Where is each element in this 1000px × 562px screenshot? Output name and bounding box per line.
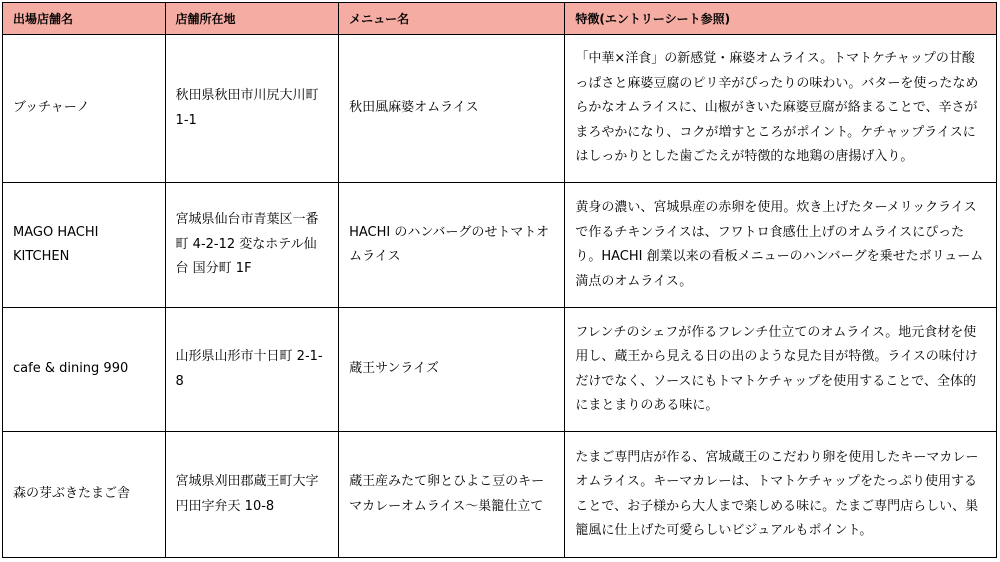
shop-name-cell: 森の芽ぶきたまご舎 xyxy=(3,432,166,558)
feature-cell: 黄身の濃い、宮城県産の赤卵を使用。炊き上げたターメリックライスで作るチキンライスは、フワトロ食感仕上げのオムライスにぴったり。HACHI 創業以来の看板メニューのハンバーグを乗せたボリューム満点のオムライス。 xyxy=(565,183,997,308)
feature-cell: フレンチのシェフが作るフレンチ仕立てのオムライス。地元食材を使用し、蔵王から見える日の出のような見た目が特徴。ライスの味付けだけでなく、ソースにもトマトケチャップを使用することで、全体的にまとまりのある味に。 xyxy=(565,308,997,432)
address-cell: 宮城県刈田郡蔵王町大字円田字弁天 10-8 xyxy=(165,432,339,558)
menu-name-cell: 蔵王サンライズ xyxy=(339,308,565,432)
shop-name-cell: ブッチャーノ xyxy=(3,35,166,183)
menu-name-cell: 秋田風麻婆オムライス xyxy=(339,35,565,183)
menu-name-cell: HACHI のハンバーグのせトマトオムライス xyxy=(339,183,565,308)
address-cell: 宮城県仙台市青葉区一番町 4-2-12 変なホテル仙台 国分町 1F xyxy=(165,183,339,308)
table-row xyxy=(3,308,997,432)
header-feature: 特徴(エントリーシート参照) xyxy=(565,3,997,35)
header-row xyxy=(3,3,997,35)
menu-name-cell: 蔵王産みたて卵とひよこ豆のキーマカレーオムライス～巣籠仕立て xyxy=(339,432,565,558)
feature-cell: 「中華×洋食」の新感覚・麻婆オムライス。トマトケチャップの甘酸っぱさと麻婆豆腐のピリ辛がぴったりの味わい。バターを使ったなめらかなオムライスに、山椒がきいた麻婆豆腐が絡まることで、辛さがまろやかになり、コクが増すところがポイント。ケチャップライスにはしっかりとした歯ごたえが特徴的な地鶏の唐揚げ入り。 xyxy=(565,35,997,183)
header-shop: 出場店舗名 xyxy=(3,3,166,35)
header-menu: メニュー名 xyxy=(339,3,565,35)
table-row xyxy=(3,35,997,183)
table-row xyxy=(3,432,997,558)
shop-entry-table xyxy=(2,2,997,558)
address-cell: 秋田県秋田市川尻大川町 1-1 xyxy=(165,35,339,183)
shop-name-cell: cafe & dining 990 xyxy=(3,308,166,432)
feature-cell: たまご専門店が作る、宮城蔵王のこだわり卵を使用したキーマカレーオムライス。キーマカレーは、トマトケチャップをたっぷり使用することで、お子様から大人まで楽しめる味に。たまご専門店らしい、巣籠風に仕上げた可愛らしいビジュアルもポイント。 xyxy=(565,432,997,558)
header-address: 店舗所在地 xyxy=(165,3,339,35)
shop-name-cell: MAGO HACHI KITCHEN xyxy=(3,183,166,308)
table-row xyxy=(3,183,997,308)
address-cell: 山形県山形市十日町 2-1-8 xyxy=(165,308,339,432)
